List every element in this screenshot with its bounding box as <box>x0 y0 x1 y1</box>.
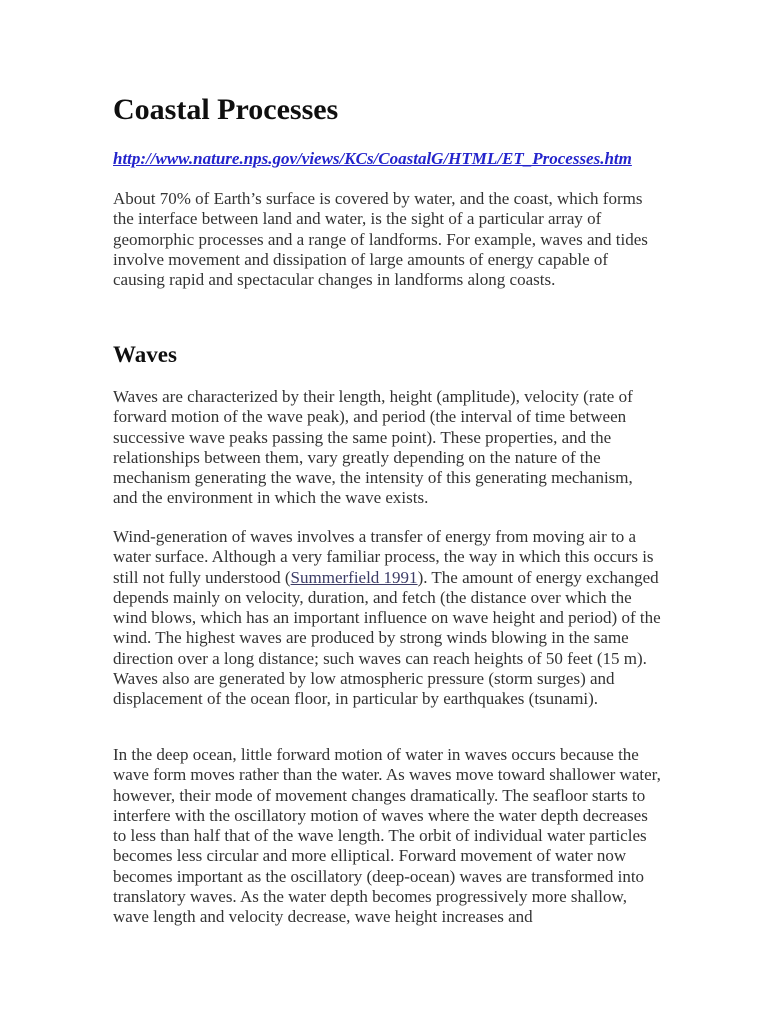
paragraph-wind-generation <box>113 527 661 710</box>
wind-generation-text-after: ). The amount of energy exchanged depends mainly on velocity, duration, and fetch (the distance over which the wind blows, which has an important influence on wave height and period) of the wind. The highest waves are produced by strong winds blowing in the same direction over a long distance; such waves can reach heights of 50 feet (15 m). Waves also are generated by low atmospheric pressure (storm surges) and displacement of the ocean floor, in particular by earthquakes (tsunami). <box>113 567 661 709</box>
source-url-line <box>113 148 661 170</box>
document-title: Coastal Processes <box>113 93 339 126</box>
citation-link-summerfield[interactable]: Summerfield 1991 <box>290 567 418 587</box>
paragraph-deep-ocean: In the deep ocean, little forward motion of water in waves occurs because the wave form moves rather than the water. As waves move toward shallower water, however, their mode of movement changes dramatically. The seafloor starts to interfere with the oscillatory motion of waves where the water depth decreases to less than half that of the wave length. The orbit of individual water particles becomes less circular and more elliptical. Forward movement of water now becomes important as the oscillatory (deep-ocean) waves are transformed into translatory waves. As the water depth becomes progressively more shallow, wave length and velocity decrease, wave height increases and <box>113 745 661 927</box>
wind-generation-text-before: Wind-generation of waves involves a transfer of energy from moving air to a water surface. Although a very familiar process, the way in which this occurs is still not fully understood ( <box>113 527 654 587</box>
source-url-link[interactable]: http://www.nature.nps.gov/views/KCs/CoastalG/HTML/ET_Processes.htm <box>113 149 632 168</box>
section-heading-waves: Waves <box>113 342 177 367</box>
paragraph-wave-properties: Waves are characterized by their length, height (amplitude), velocity (rate of forward motion of the wave peak), and period (the interval of time between successive wave peaks passing the same point). These properties, and the relationships between them, vary greatly depending on the nature of the mechanism generating the wave, the intensity of this generating mechanism, and the environment in which the wave exists. <box>113 387 633 508</box>
intro-paragraph: About 70% of Earth’s surface is covered by water, and the coast, which forms the interface between land and water, is the sight of a particular array of geomorphic processes and a range of landforms. For example, waves and tides involve movement and dissipation of large amounts of energy capable of causing rapid and spectacular changes in landforms along coasts. <box>113 189 648 290</box>
